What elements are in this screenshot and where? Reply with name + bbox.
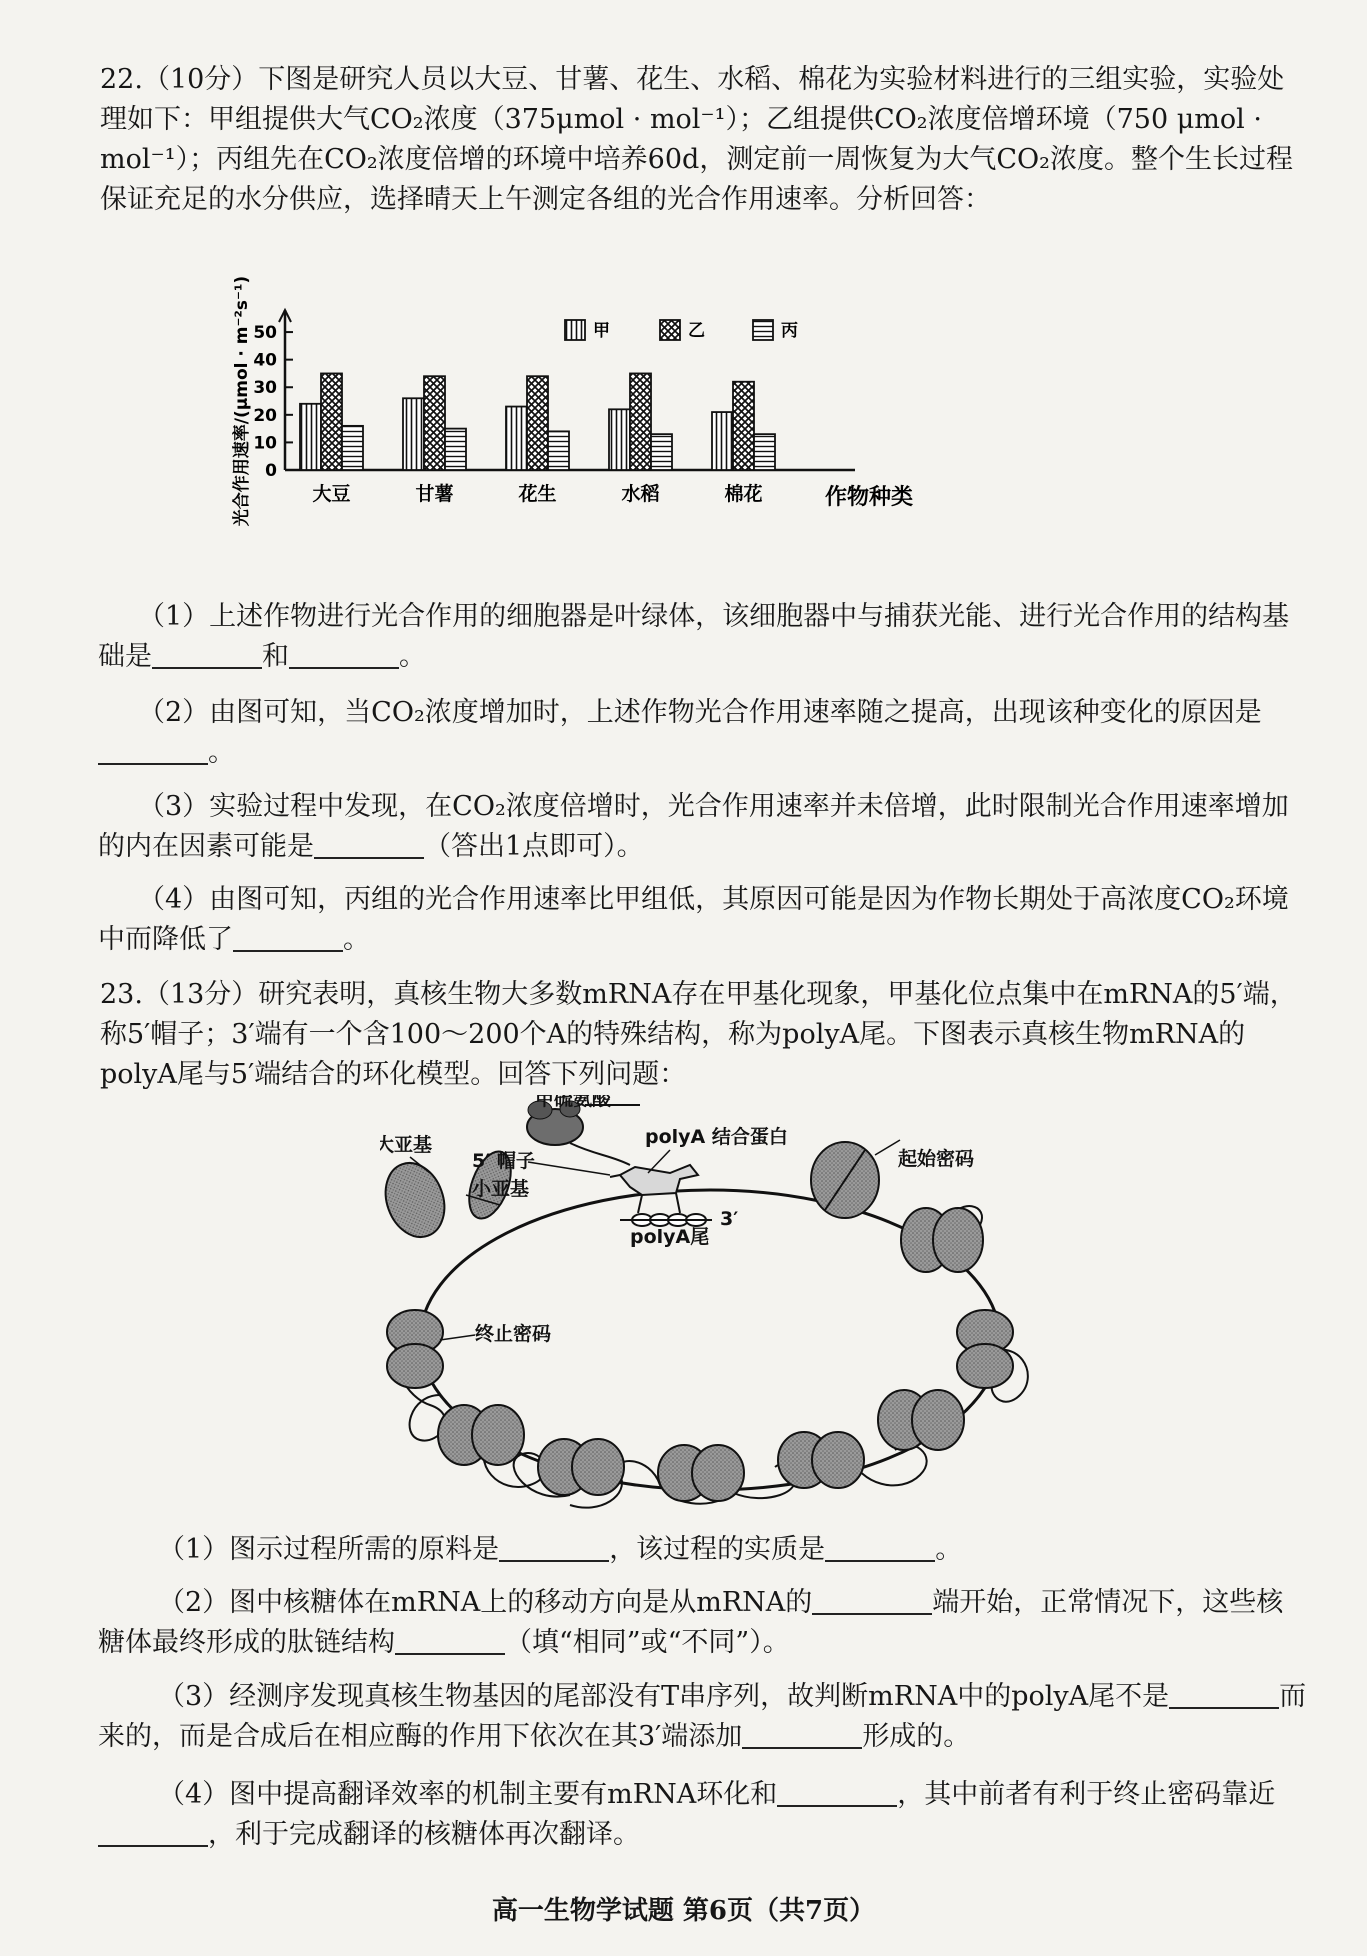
q22-s2-end: 。	[208, 737, 235, 768]
bar	[609, 409, 630, 470]
q23-s1-end: 。	[935, 1534, 963, 1565]
category-label: 水稻	[621, 483, 660, 505]
legend-label: 乙	[688, 321, 705, 341]
page-footer: 高一生物学试题 第6页（共7页）	[491, 1896, 876, 1926]
bar	[445, 429, 466, 470]
bar	[403, 398, 424, 470]
category-label: 棉花	[724, 483, 763, 505]
q22-s4-text: （4）由图可知，丙组的光合作用速率比甲组低，其原因可能是因为作物长期处于高浓度CO₂环境中而降低了	[98, 884, 1289, 955]
category-label: 大豆	[312, 483, 351, 505]
label-methionine: 甲硫氨酸	[535, 1095, 612, 1110]
bar	[527, 376, 548, 470]
y-tick-label: 50	[253, 323, 277, 344]
answer-blank[interactable]	[289, 641, 399, 669]
mrna-cyclization-figure	[380, 1095, 1060, 1515]
q22-intro: 22.（10分）下图是研究人员以大豆、甘薯、花生、水稻、棉花为实验材料进行的三组实验，实验处理如下：甲组提供大气CO₂浓度（375μmol · mol⁻¹）；乙组提供CO₂浓度倍增环境（750 μmol · mol⁻¹）；丙组先在CO₂浓度倍增的环境中培养60d，测定前一周恢复为大气CO₂浓度。整个生长过程保证充足的水分供应，选择晴天上午测定各组的光合作用速率。分析回答：	[100, 64, 1293, 215]
trna-methionine	[527, 1101, 640, 1165]
answer-blank[interactable]	[98, 1819, 208, 1847]
bar-chart	[232, 275, 1135, 585]
q23-sub3	[98, 1677, 1310, 1757]
label-polya-binding-protein: polyA 结合蛋白	[645, 1126, 788, 1148]
y-tick-label: 0	[265, 461, 277, 481]
q22-sub1	[98, 597, 1310, 677]
answer-blank[interactable]	[777, 1779, 897, 1807]
answer-blank[interactable]	[152, 641, 262, 669]
q23-s1-text: （1）图示过程所需的原料是	[158, 1534, 500, 1565]
q22-s1-end: 。	[399, 641, 426, 672]
answer-blank[interactable]	[825, 1534, 935, 1562]
legend-swatch	[753, 320, 773, 340]
figure-svg	[380, 1095, 1060, 1515]
legend-label: 甲	[593, 321, 610, 341]
y-tick-label: 20	[253, 405, 277, 426]
category-label: 甘薯	[415, 483, 454, 505]
label-3-end: 3′	[720, 1208, 739, 1230]
q22-s3-text: （3）实验过程中发现，在CO₂浓度倍增时，光合作用速率并未倍增，此时限制光合作用速率增加的内在因素可能是	[98, 791, 1289, 862]
label-large-subunit: 大亚基	[380, 1134, 433, 1156]
y-tick-label: 30	[253, 378, 277, 399]
q23-s4-end: ，利于完成翻译的核糖体再次翻译。	[208, 1819, 640, 1850]
polya-binding-protein-shape	[610, 1165, 698, 1213]
label-polya-tail: polyA尾	[630, 1226, 710, 1248]
answer-blank[interactable]	[98, 737, 208, 765]
y-tick-label: 40	[253, 350, 277, 371]
bar	[424, 376, 445, 470]
chart-svg	[232, 275, 1135, 585]
category-label: 花生	[518, 483, 557, 505]
q22-s1-and: 和	[262, 641, 289, 672]
q23-s3-end: 形成的。	[862, 1721, 971, 1752]
answer-blank[interactable]	[742, 1721, 862, 1749]
bar	[651, 434, 672, 470]
q23-s4-mid: ，其中前者有利于终止密码靠近	[897, 1779, 1276, 1810]
legend-swatch	[565, 320, 585, 340]
legend-swatch	[660, 320, 680, 340]
q23-intro: 23.（13分）研究表明，真核生物大多数mRNA存在甲基化现象，甲基化位点集中在mRNA的5′端，称5′帽子；3′端有一个含100～200个A的特殊结构，称为polyA尾。下图表示真核生物mRNA的polyA尾与5′端结合的环化模型。回答下列问题：	[100, 979, 1297, 1090]
q22-s4-end: 。	[343, 924, 370, 955]
label-start-codon: 起始密码	[898, 1148, 975, 1170]
q23-sub2	[98, 1583, 1310, 1663]
q23-s2-end: （填“相同”或“不同”）。	[505, 1627, 790, 1658]
legend-label: 丙	[781, 321, 798, 341]
answer-blank[interactable]	[233, 924, 343, 952]
bar	[321, 373, 342, 470]
q23-s3-mid: 而来的，而是合成后在相应酶的作用下依次在其3′端添加	[98, 1681, 1307, 1752]
answer-blank[interactable]	[499, 1534, 609, 1562]
polya-tail-beads	[620, 1214, 712, 1226]
bar	[300, 404, 321, 470]
answer-blank[interactable]	[395, 1627, 505, 1655]
label-stop-codon: 终止密码	[475, 1323, 552, 1345]
answer-blank[interactable]	[812, 1587, 932, 1615]
q23-s4-text: （4）图中提高翻译效率的机制主要有mRNA环化和	[158, 1779, 778, 1810]
q22-sub4	[98, 880, 1310, 960]
q22-sub3	[98, 787, 1310, 867]
bar	[548, 431, 569, 470]
q23-s1-mid: ，该过程的实质是	[609, 1534, 826, 1565]
q22-s3-end: （答出1点即可）。	[424, 831, 644, 862]
label-small-subunit: 小亚基	[472, 1178, 530, 1200]
x-axis-label: 作物种类	[825, 485, 914, 510]
bar	[630, 373, 651, 470]
q22-s1-text: （1）上述作物进行光合作用的细胞器是叶绿体，该细胞器中与捕获光能、进行光合作用的结构基础是	[98, 601, 1290, 672]
q23-s2-text: （2）图中核糖体在mRNA上的移动方向是从mRNA的	[158, 1587, 813, 1618]
q23-s3-text: （3）经测序发现真核生物基因的尾部没有T串序列，故判断mRNA中的polyA尾不是	[158, 1681, 1170, 1712]
q22-s2-text: （2）由图可知，当CO₂浓度增加时，上述作物光合作用速率随之提高，出现该种变化的原因是	[138, 697, 1262, 728]
bar	[754, 434, 775, 470]
bar	[506, 407, 527, 470]
answer-blank[interactable]	[1169, 1681, 1279, 1709]
answer-blank[interactable]	[314, 831, 424, 859]
q22-sub2	[98, 693, 1310, 773]
y-tick-label: 10	[253, 433, 277, 454]
q23-sub1	[98, 1530, 1310, 1570]
bar	[733, 382, 754, 470]
label-5-cap: 5′ 帽子	[472, 1150, 535, 1172]
q23-s2-mid: 端开始，正常情况下，这些核糖体最终形成的肽链结构	[98, 1587, 1284, 1658]
y-axis-label: 光合作用速率/(μmol · m⁻²s⁻¹)	[232, 275, 252, 527]
bar	[342, 426, 363, 470]
bar	[712, 412, 733, 470]
q23-sub4	[98, 1775, 1310, 1855]
